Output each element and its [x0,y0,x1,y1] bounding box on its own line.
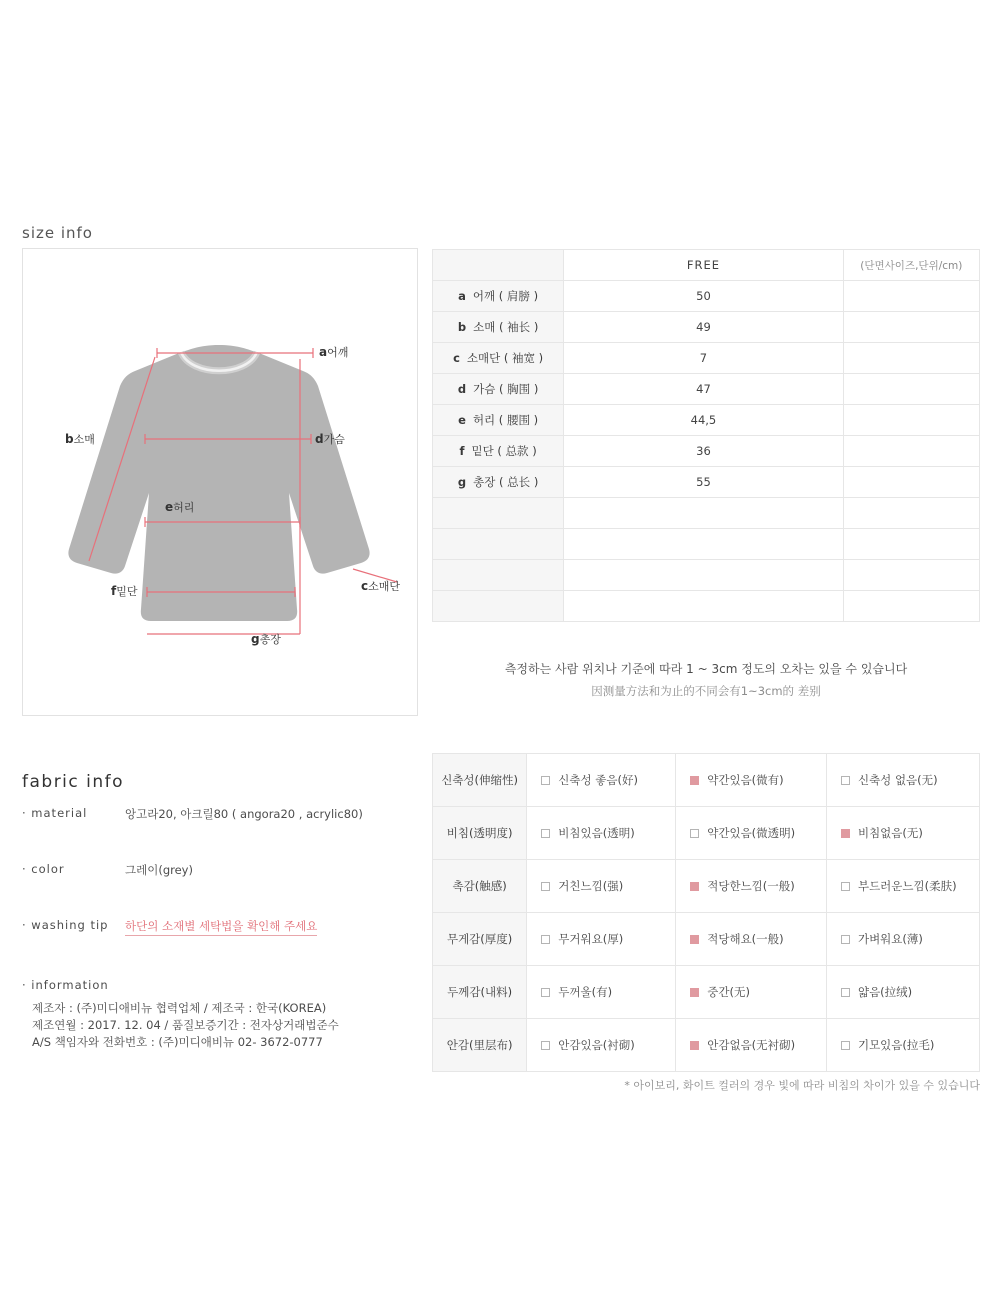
size-row-pad-d [843,374,979,405]
information-line-3: A/S 책임자와 전화번호 : (주)미디애비뉴 02- 3672-0777 [32,1035,323,1049]
information-heading: · information [22,978,109,992]
row-name: 허리 ( 腰围 ) [472,413,539,427]
svg-text:b소매: b소매 [65,432,95,446]
property-option-lining-2[interactable] [676,1019,827,1072]
size-row-label-b [433,312,564,343]
property-option-weight-2[interactable] [676,913,827,966]
size-empty-label-1 [433,498,564,529]
property-name-thickness: 두께감(내料) [433,966,527,1019]
size-row-label-g [433,467,564,498]
size-row-value-a: 50 [564,281,843,312]
property-option-stretch-2[interactable] [676,754,827,807]
fabric-key-color: · color [22,862,65,876]
checkbox-icon[interactable] [841,988,850,997]
property-option-lining-3[interactable] [826,1019,979,1072]
information-line-2: 제조연월 : 2017. 12. 04 / 품질보증기간 : 전자상거래법준수 [32,1018,339,1032]
size-row-label-d [433,374,564,405]
svg-text:a어깨: a어깨 [319,345,349,359]
fabric-row-material [22,806,412,834]
option-label: 기모있음(拉毛) [857,1038,935,1052]
size-row-value-e: 44,5 [564,405,843,436]
size-row-label-a [433,281,564,312]
property-option-weight-3[interactable] [826,913,979,966]
row-name: 소매 ( 袖长 ) [473,320,539,334]
row-name: 밑단 ( 总款 ) [471,444,537,458]
table-row [433,966,980,1019]
row-name: 소매단 ( 袖宽 ) [466,351,544,365]
row-name: 총장 ( 总长 ) [473,475,539,489]
size-column-header: FREE [564,250,843,281]
manufacturer-information [22,978,339,1051]
size-empty-pad-1 [843,498,979,529]
size-empty-value-1 [564,498,843,529]
fabric-info-list [22,806,412,974]
property-option-transparency-3[interactable] [826,807,979,860]
fabric-property-table [432,753,980,1072]
fabric-row-washing-tip [22,918,412,946]
row-letter: c [453,351,460,365]
table-row [433,498,980,529]
checkbox-icon-checked[interactable] [690,882,699,891]
property-name-touch: 촉감(触感) [433,860,527,913]
row-letter: e [458,413,466,427]
size-row-pad-f [843,436,979,467]
option-label: 신축성 없음(无) [857,773,938,787]
property-name-lining: 안감(里层布) [433,1019,527,1072]
table-row [433,343,980,374]
table-row [433,807,980,860]
table-row [433,467,980,498]
size-empty-value-4 [564,591,843,622]
fabric-key-washing-tip: · washing tip [22,918,109,932]
size-empty-pad-2 [843,529,979,560]
size-empty-value-3 [564,560,843,591]
property-option-touch-1[interactable] [527,860,676,913]
property-option-touch-3[interactable] [826,860,979,913]
table-row [433,591,980,622]
option-label: 적당해요(一般) [707,932,784,946]
svg-text:f밑단: f밑단 [111,584,138,598]
table-row [433,860,980,913]
option-label: 약간있음(微有) [707,773,784,787]
size-row-label-f [433,436,564,467]
option-label: 적당한느낌(一般) [707,879,795,893]
property-option-thickness-1[interactable] [527,966,676,1019]
row-letter: f [459,444,465,458]
option-label: 안감없음(无衬砌) [707,1038,796,1052]
checkbox-icon[interactable] [690,829,699,838]
checkbox-icon[interactable] [841,935,850,944]
table-row [433,754,980,807]
property-option-thickness-3[interactable] [826,966,979,1019]
property-name-weight: 무게감(厚度) [433,913,527,966]
property-option-thickness-2[interactable] [676,966,827,1019]
property-option-stretch-1[interactable] [527,754,676,807]
option-label: 약간있음(微透明) [707,826,796,840]
row-letter: a [458,289,466,303]
information-lines [32,1000,339,1051]
checkbox-icon[interactable] [541,935,550,944]
checkbox-icon[interactable] [841,1041,850,1050]
size-empty-pad-4 [843,591,979,622]
option-label: 가벼워요(薄) [857,932,923,946]
table-row [433,913,980,966]
table-row [433,250,980,281]
svg-text:e허리: e허리 [165,500,195,514]
size-diagram [22,248,418,716]
checkbox-icon-checked[interactable] [690,1041,699,1050]
option-label: 무거워요(厚) [558,932,624,946]
measurement-tolerance-note [432,658,980,702]
property-option-transparency-1[interactable] [527,807,676,860]
checkbox-icon[interactable] [541,776,550,785]
fabric-row-color [22,862,412,890]
checkbox-icon-checked[interactable] [690,776,699,785]
size-table [432,249,980,622]
checkbox-icon[interactable] [541,829,550,838]
size-row-value-d: 47 [564,374,843,405]
checkbox-icon[interactable] [841,882,850,891]
fabric-key-material: · material [22,806,88,820]
size-table-corner [433,250,564,281]
property-name-transparency: 비침(透明度) [433,807,527,860]
size-unit-note: (단면사이즈,단위/cm) [843,250,979,281]
option-label: 비침없음(无) [857,826,923,840]
size-row-value-c: 7 [564,343,843,374]
option-label: 거친느낌(强) [558,879,624,893]
size-row-pad-b [843,312,979,343]
option-label: 안감있음(衬砌) [558,1038,635,1052]
row-name: 어깨 ( 肩膀 ) [472,289,539,303]
size-row-value-b: 49 [564,312,843,343]
property-option-lining-1[interactable] [527,1019,676,1072]
table-row [433,281,980,312]
fabric-value-material: 앙고라20, 아크릴80 ( angora20 , acrylic80) [125,807,363,821]
size-empty-label-3 [433,560,564,591]
table-row [433,560,980,591]
size-info-title: size info [22,224,93,242]
measurement-note-kr: 측정하는 사람 위치나 기준에 따라 1 ~ 3cm 정도의 오차는 있을 수 있습니다 [504,662,908,676]
checkbox-icon[interactable] [841,776,850,785]
svg-text:g총장: g총장 [251,632,281,646]
fabric-value-color: 그레이(grey) [125,863,193,877]
size-row-pad-c [843,343,979,374]
size-row-value-g: 55 [564,467,843,498]
property-option-stretch-3[interactable] [826,754,979,807]
option-label: 신축성 좋음(好) [558,773,638,787]
checkbox-icon-checked[interactable] [690,988,699,997]
table-row [433,1019,980,1072]
option-label: 비침있음(透明) [558,826,635,840]
property-option-weight-1[interactable] [527,913,676,966]
property-option-transparency-2[interactable] [676,807,827,860]
size-row-pad-g [843,467,979,498]
fabric-info-title: fabric info [22,772,125,792]
row-letter: b [457,320,467,334]
property-name-stretch: 신축성(伸缩性) [433,754,527,807]
size-row-label-e [433,405,564,436]
option-label: 중간(无) [707,985,750,999]
option-label: 얇음(拉绒) [857,985,913,999]
measurement-note-cn: 因测量方法和为止的不同会有1~3cm的 差别 [591,684,821,698]
size-empty-label-2 [433,529,564,560]
table-row [433,529,980,560]
checkbox-icon-checked[interactable] [690,935,699,944]
fabric-value-washing-tip[interactable]: 하단의 소재별 세탁법을 확인해 주세요 [125,918,317,936]
information-line-1: 제조자 : (주)미디애비뉴 협력업체 / 제조국 : 한국(KOREA) [32,1001,327,1015]
property-footnote: * 아이보리, 화이트 컬러의 경우 빛에 따라 비침의 차이가 있을 수 있습니다 [624,1079,980,1092]
size-row-label-c [433,343,564,374]
row-name: 가슴 ( 胸围 ) [473,382,539,396]
table-row [433,436,980,467]
svg-text:c소매단: c소매단 [361,579,401,593]
size-row-value-f: 36 [564,436,843,467]
row-letter: d [457,382,467,396]
size-empty-value-2 [564,529,843,560]
table-row [433,405,980,436]
size-empty-label-4 [433,591,564,622]
size-row-pad-a [843,281,979,312]
checkbox-icon[interactable] [541,882,550,891]
table-row [433,312,980,343]
checkbox-icon[interactable] [541,1041,550,1050]
option-label: 두꺼울(有) [558,985,613,999]
svg-text:d가슴: d가슴 [315,432,345,446]
option-label: 부드러운느낌(柔肤) [857,879,957,893]
size-empty-pad-3 [843,560,979,591]
checkbox-icon[interactable] [541,988,550,997]
table-row [433,374,980,405]
size-row-pad-e [843,405,979,436]
row-letter: g [457,475,467,489]
checkbox-icon-checked[interactable] [841,829,850,838]
property-option-touch-2[interactable] [676,860,827,913]
